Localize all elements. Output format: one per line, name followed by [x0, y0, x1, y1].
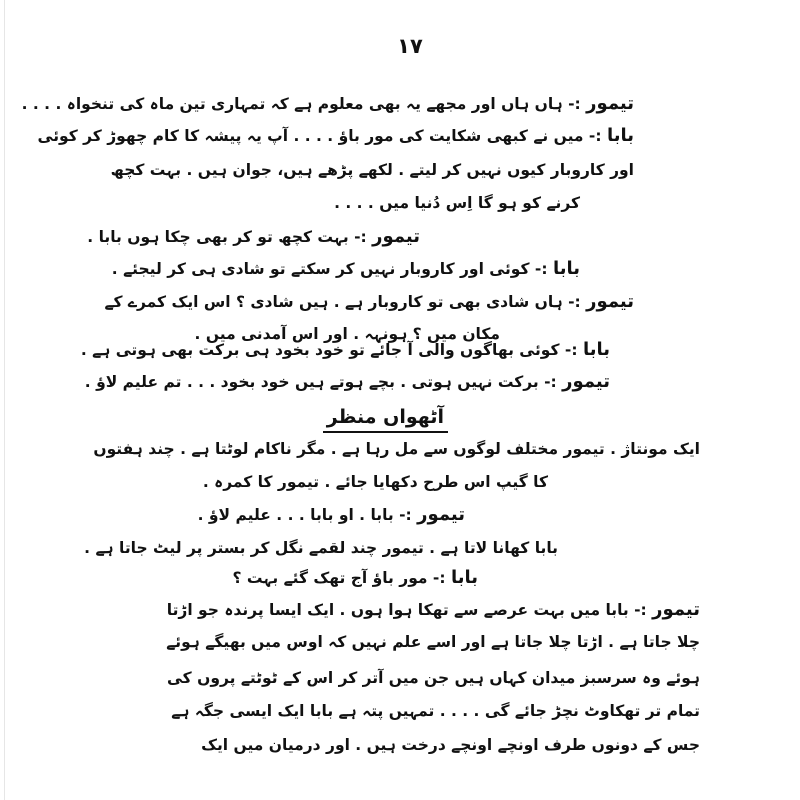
- line-text: :- بابا . او بابا . . . علیم لاؤ .: [197, 506, 412, 524]
- line-text: :- بابا میں بہت عرصے سے تھکا ہوا ہوں . ایک ایسا پرندہ جو اڑتا: [166, 601, 647, 619]
- dialogue-line: [100, 598, 700, 624]
- line-text: اور کاروبار کیوں نہیں کر لیتے . لکھے پڑھے ہیں، جوان ہیں . بہت کچھ: [110, 161, 634, 179]
- line-text: :- کوئی بھاگوں والی آ جائے تو خود بخود ہی برکت بھی ہوتی ہے .: [80, 341, 578, 359]
- line-text: کا گیپ اس طرح دکھایا جائے . تیمور کا کمرہ .: [202, 473, 548, 491]
- speaker-name: تیمور: [586, 93, 634, 114]
- line-text: :- ہاں ہاں اور مجھے یہ بھی معلوم ہے کہ تمہاری تین ماہ کی تنخواہ . . . .: [21, 95, 581, 113]
- speaker-name: تیمور: [372, 226, 420, 247]
- text-line: [100, 699, 700, 725]
- line-text: بابا کھانا لاتا ہے . تیمور چند لقمے نگل کر بستر پر لیٹ جاتا ہے .: [84, 539, 558, 557]
- line-text: :- بہت کچھ تو کر بھی چکا ہوں بابا .: [87, 228, 367, 246]
- speaker-name: بابا: [450, 567, 478, 588]
- page-edge: [4, 0, 5, 800]
- text-line: [100, 733, 700, 759]
- text-line: [160, 191, 580, 217]
- dialogue-line: [87, 225, 420, 251]
- dialogue-line: [84, 370, 610, 396]
- speaker-name: تیمور: [417, 504, 465, 525]
- text-line: [110, 158, 634, 184]
- dialogue-line: [37, 124, 634, 150]
- speaker-name: تیمور: [652, 599, 700, 620]
- line-text: :- مور باؤ آج تھک گئے بہت ؟: [232, 569, 446, 587]
- line-text: چلا جاتا ہے . اڑتا چلا جاتا ہے اور اسے علم نہیں کہ اوس میں بھیگے ہوئے: [166, 633, 700, 651]
- text-line: [100, 666, 700, 692]
- line-text: ایک مونتاژ . تیمور مختلف لوگوں سے مل رہا ہے . مگر ناکام لوٹتا ہے . چند ہفتوں: [93, 440, 700, 458]
- section-heading: آٹھواں منظر: [323, 404, 448, 433]
- line-text: :- برکت نہیں ہوتی . بچے ہوتے ہیں خود بخود . . . تم علیم لاؤ .: [84, 373, 557, 391]
- line-text: :- ہاں شادی بھی تو کاروبار ہے . ہیں شادی ؟ اس ایک کمرے کے: [104, 293, 581, 311]
- dialogue-line: [228, 566, 478, 592]
- text-line: [100, 630, 700, 656]
- line-text: :- کوئی اور کاروبار نہیں کر سکتے تو شادی ہی کر لیجئے .: [111, 260, 548, 278]
- dialogue-line: [21, 92, 634, 118]
- stage-direction-line: [93, 437, 700, 463]
- stage-direction-line: [198, 470, 548, 496]
- speaker-name: بابا: [582, 339, 610, 360]
- line-text: :- میں نے کبھی شکایت کی مور باؤ . . . . آپ یہ پیشہ کا کام چھوڑ کر کوئی: [37, 127, 602, 145]
- dialogue-line: [80, 338, 610, 364]
- dialogue-line: [197, 503, 465, 529]
- speaker-name: بابا: [606, 125, 634, 146]
- line-text: جس کے دونوں طرف اونچے اونچے درخت ہیں . اور درمیان میں ایک: [201, 736, 700, 754]
- stage-direction-line: [84, 536, 558, 562]
- line-text: کرنے کو ہو گا اِس دُنیا میں . . . .: [334, 194, 580, 212]
- page-number: ۱۷: [397, 34, 423, 58]
- speaker-name: تیمور: [586, 291, 634, 312]
- speaker-name: تیمور: [562, 371, 610, 392]
- line-text: تمام تر تھکاوٹ نچڑ جائے گی . . . . تمہیں پتہ ہے بابا ایک ایسی جگہ ہے: [171, 702, 700, 720]
- dialogue-line: [111, 257, 580, 283]
- dialogue-line: [104, 290, 634, 316]
- speaker-name: بابا: [552, 258, 580, 279]
- line-text: ہوئے وہ سرسبز میدان کہاں ہیں جن میں آتر کر اس کے ٹوٹتے پروں کی: [167, 669, 700, 687]
- line-text: مکان میں ؟ ہونہہ . اور اس آمدنی میں .: [194, 325, 500, 343]
